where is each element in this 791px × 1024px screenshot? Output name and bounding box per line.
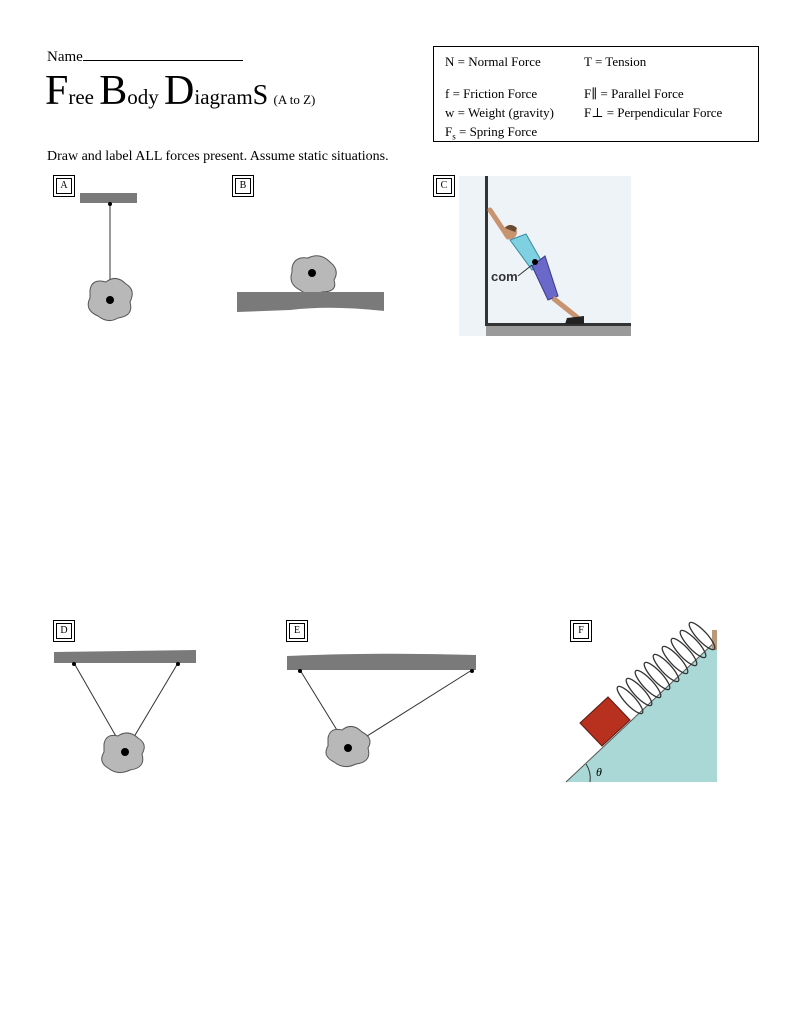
panel-label-a: A (53, 175, 75, 197)
angle-label-f: θ (596, 765, 602, 779)
panel-label-d: D (53, 620, 75, 642)
panel-label-b: B (232, 175, 254, 197)
legend-weight: w = Weight (gravity) (445, 105, 554, 120)
panel-label-e: E (286, 620, 308, 642)
legend-friction: f = Friction Force (445, 86, 538, 101)
instructions: Draw and label ALL forces present. Assume static situations. (47, 149, 389, 164)
legend-spring: $F_s$ = Spring Force (445, 124, 538, 142)
name-label: Name (47, 49, 83, 65)
legend-normal: N = Normal Force (445, 54, 541, 69)
legend-parallel: F∥ = Parallel Force (584, 86, 684, 101)
panel-label-f: F (570, 620, 592, 642)
panel-label-c: C (433, 175, 455, 197)
title-suffix: (A to Z) (273, 92, 316, 107)
legend-perpendicular: F⊥ = Perpendicular Force (584, 105, 723, 120)
page-title: Free Body DiagramS (A to Z) (45, 68, 316, 114)
com-label: com (491, 269, 518, 284)
legend-tension: T = Tension (584, 54, 647, 69)
